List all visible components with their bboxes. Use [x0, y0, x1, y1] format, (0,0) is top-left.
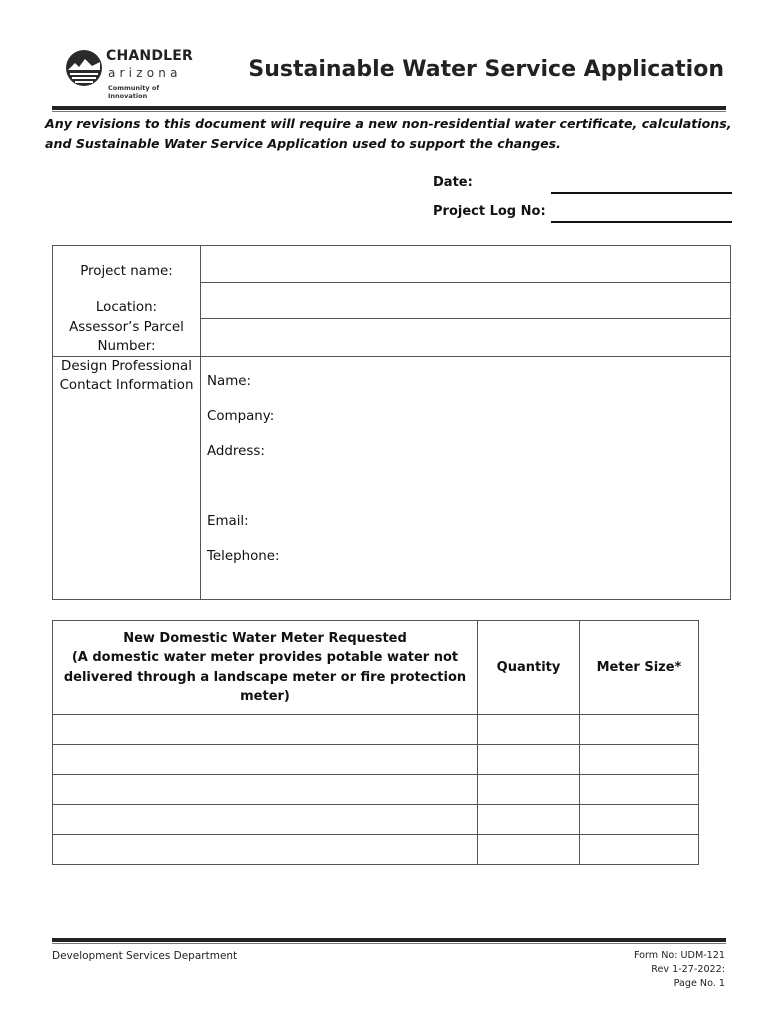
meter-requested-header [53, 621, 478, 715]
quantity-header: Quantity [478, 621, 580, 715]
quantity-cell[interactable] [478, 805, 580, 835]
contact-telephone-label: Telephone: [207, 549, 280, 564]
quantity-cell[interactable] [478, 715, 580, 745]
project-info-table [52, 245, 731, 600]
meter-description-cell[interactable] [53, 775, 478, 805]
table-row [53, 775, 699, 805]
contact-email-label: Email: [207, 514, 249, 529]
meter-header-line2: (A domestic water meter provides potable water not [71, 650, 459, 666]
project-log-label: Project Log No: [433, 204, 546, 219]
contact-company-label: Company: [207, 409, 275, 424]
logo-subtitle: arizona [108, 66, 182, 80]
meter-size-header: Meter Size* [580, 621, 699, 715]
footer-form-number: Form No: UDM-121 [633, 950, 725, 961]
revision-notice: Any revisions to this document will require a new non-residential water certificate, calculations, and Sustainable Water Service Application used to support the changes. [45, 116, 732, 151]
footer-rule-thin [52, 943, 726, 944]
header-rule-thin [52, 111, 726, 112]
meter-size-cell[interactable] [580, 715, 699, 745]
meter-header-line4: meter) [240, 688, 290, 704]
contact-address-label: Address: [207, 444, 265, 459]
logo-name: CHANDLER [106, 48, 194, 64]
meter-description-cell[interactable] [53, 805, 478, 835]
table-row [53, 715, 699, 745]
apn-label-line1: Assessor’s Parcel [69, 320, 184, 335]
meter-size-cell[interactable] [580, 805, 699, 835]
design-professional-label-line1: Design Professional [61, 359, 192, 374]
project-name-field[interactable] [201, 247, 731, 282]
project-log-field[interactable] [551, 221, 732, 223]
chandler-logo [64, 46, 194, 100]
project-name-label: Project name: [80, 264, 173, 279]
table-row [53, 835, 699, 865]
contact-name-label: Name: [207, 374, 252, 389]
logo-tagline: Community of Innovation [108, 84, 160, 100]
footer-page-number: Page No. 1 [673, 978, 725, 989]
date-field[interactable] [551, 192, 732, 194]
chandler-logo-icon [64, 48, 104, 88]
quantity-cell[interactable] [478, 835, 580, 865]
water-meter-table [52, 620, 699, 865]
location-label: Location: [95, 300, 158, 315]
meter-table-header-row [53, 621, 699, 715]
meter-size-cell[interactable] [580, 835, 699, 865]
meter-header-line1: New Domestic Water Meter Requested [123, 630, 407, 646]
meter-description-cell[interactable] [53, 835, 478, 865]
table-row [53, 805, 699, 835]
document-title: Sustainable Water Service Application [248, 57, 724, 82]
footer-revision: Rev 1-27-2022: [651, 964, 725, 975]
quantity-cell[interactable] [478, 775, 580, 805]
location-field[interactable] [201, 283, 731, 318]
apn-label-line2: Number: [97, 339, 156, 354]
table-row [53, 745, 699, 775]
meter-size-cell[interactable] [580, 775, 699, 805]
header-rule [52, 106, 726, 110]
footer-rule [52, 938, 726, 942]
apn-field[interactable] [201, 319, 731, 356]
meter-size-cell[interactable] [580, 745, 699, 775]
footer-department: Development Services Department [52, 950, 238, 962]
quantity-cell[interactable] [478, 745, 580, 775]
meter-description-cell[interactable] [53, 745, 478, 775]
meter-description-cell[interactable] [53, 715, 478, 745]
design-professional-label-line2: Contact Information [59, 378, 194, 393]
meter-header-line3: delivered through a landscape meter or fire protection [63, 669, 467, 685]
date-label: Date: [433, 175, 473, 190]
